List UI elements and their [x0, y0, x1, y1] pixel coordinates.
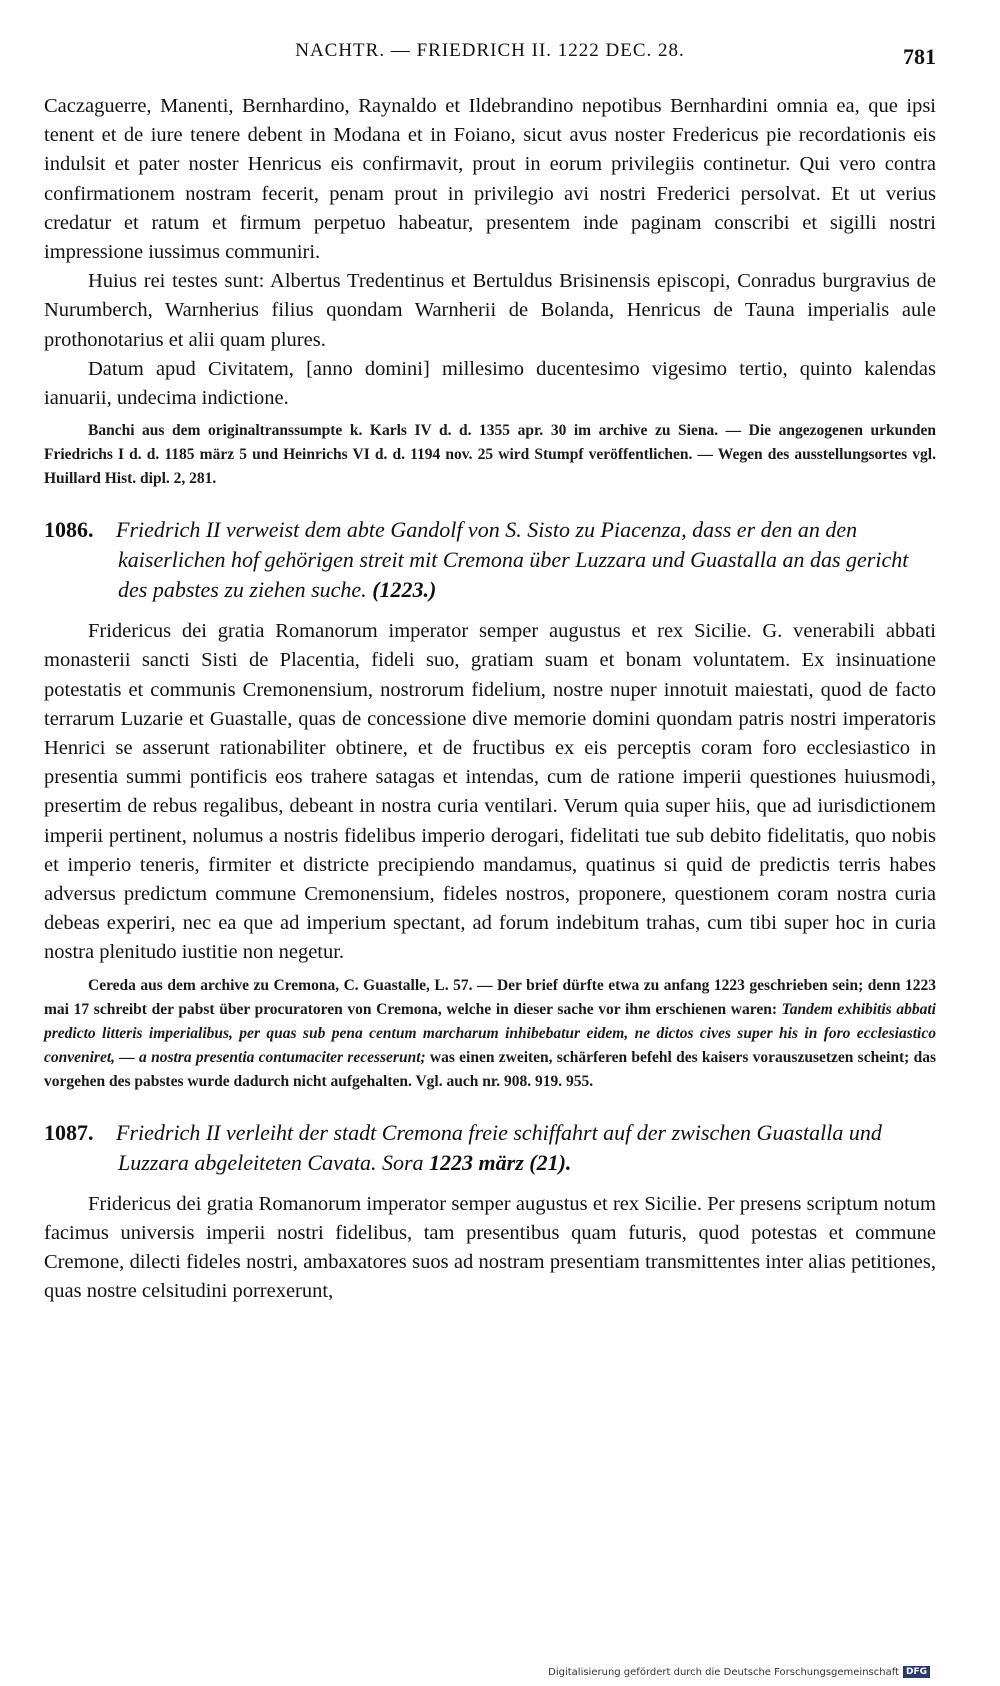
entry-1086-heading [44, 515, 936, 605]
page-header [44, 40, 936, 74]
page-content [44, 92, 936, 1306]
entry-1086-date: (1223.) [372, 577, 437, 603]
entry-1087-text: Fridericus dei gratia Romanorum imperator semper augustus et rex Sicilie. Per presens scriptum notum facimus universis imperii nostri fidelibus, tam presentibus quam futuris, quod potestas et commune Cremone, dilecti fideles nostri, ambaxatores suos ad nostram presentiam transmittentes inter alias petitiones, quas nostre celsitudini porrexerunt, [44, 1192, 936, 1303]
entry-1086-note [44, 974, 936, 1094]
entry-1086-note-quote: Tandem exhibitis abbati predicto litteris imperialibus, per quas sub pena centum marcharum inhibebatur eidem, ne dictos cives super his in foro ecclesiastico conveniret, — a nostra presentia contumaciter recesserunt; [44, 1000, 936, 1066]
continued-paragraph-dating: Datum apud Civitatem, [anno domini] millesimo ducentesimo vigesimo tertio, quinto kalendas ianuarii, undecima indictione. [44, 357, 936, 410]
footer-credit: Digitalisierung gefördert durch die Deutsche Forschungsgemeinschaft [548, 1666, 899, 1678]
continued-paragraph-1: Caczaguerre, Manenti, Bernhardino, Raynaldo et Ildebrandino nepotibus Bernhardini omnia ea, que ipsi tenent et de iure tenere debent in Modana et in Foiano, sicut avus noster Fredericus pie recordationis eis indulsit et pater noster Henricus eis confirmavit, prout in eorum privilegiis continetur. Qui vero contra confirmationem nostram fecerit, penam prout in privilegio avi nostri Frederici persolvat. Et ut verius credatur et ratum et firmum perpetuo habeatur, presentem inde paginam conscribi et sigilli nostri impressione iussimus communiri. [44, 95, 936, 264]
continued-paragraph-witnesses: Huius rei testes sunt: Albertus Tredentinus et Bertuldus Brisinensis episcopi, Conradus burgravius de Nurumberch, Warnherius filius quondam Warnherii de Bolanda, Henricus de Tauna imperialis aule prothonotarius et alii quam plures. [44, 270, 936, 351]
running-head: NACHTR. — FRIEDRICH II. 1222 DEC. 28. [295, 40, 685, 61]
continued-note: Banchi aus dem originaltranssumpte k. Karls IV d. d. 1355 apr. 30 im archive zu Siena. — Die angezogenen urkunden Friedrichs I d. d. 1185 märz 5 und Heinrichs VI d. d. 1194 nov. 25 wird Stumpf veröffentlichen. — Wegen des ausstellungsortes vgl. Huillard Hist. dipl. 2, 281. [44, 422, 936, 488]
entry-1086-title: Friedrich II verweist dem abte Gandolf von S. Sisto zu Piacenza, dass er den an den kaiserlichen hof gehörigen streit mit Cremona über Luzzara und Guastalla an das gericht des pabstes zu ziehen suche. [116, 517, 909, 603]
entry-1087-date: 1223 märz (21). [429, 1149, 572, 1175]
entry-1086-text: Fridericus dei gratia Romanorum imperator semper augustus et rex Sicilie. G. venerabili abbati monasterii sancti Sisti de Placentia, fideli suo, gratiam suam et bonam voluntatem. Ex insinuatione potestatis et communis Cremonensium, nostrorum fidelium, nostre nuper innotuit maiestati, quod de facto terrarum Luzarie et Guastalle, quas de concessione dive memorie domini quondam patris nostri imperatoris Henrici se asserunt rationabiliter obtinere, et de fructibus ex eis perceptis coram foro ecclesiastico in presentia summi pontificis eos trahere satagas et intendas, cum de ratione imperii questiones huiusmodi, presertim de rebus regalibus, debeant in nostra curia ventilari. Verum quia super hiis, que ad iurisdictionem imperii pertinent, nolumus a nostris fidelibus imperio derogari, fidelitati tue sub debito fidelitatis, quo nobis et imperio teneris, firmiter et districte precipiendo mandamus, quatinus si quid de predictis terris habes adversus predictum commune Cremonensium, fideles nostros, proponere, questionem coram nostra curia debeas experiri, nec ea que ad imperium spectant, ad forum indebitum trahas, cum tibi super hoc in curia nostra plenitudo iustitie non negetur. [44, 620, 936, 964]
entry-1086-note-after: was einen zweiten, schärferen befehl des kaisers vorauszusetzen scheint; das vorgehen des pabstes wurde dadurch nicht aufgehalten. Vgl. auch nr. 908. 919. 955. [44, 1048, 936, 1090]
entry-1087-title: Friedrich II verleiht der stadt Cremona freie schiffahrt auf der zwischen Guastalla und Luzzara abgeleiteten Cavata. Sora [116, 1119, 882, 1175]
entry-1086-number: 1086. [44, 517, 94, 543]
entry-1087-heading [44, 1118, 936, 1178]
digitization-footer [548, 1666, 930, 1678]
page-number: 781 [903, 44, 936, 69]
entry-1086-note-before: Cereda aus dem archive zu Cremona, C. Guastalle, L. 57. — Der brief dürfte etwa zu anfang 1223 geschrieben sein; denn 1223 mai 17 schreibt der pabst über procuratoren von Cremona, welche in dieser sache vor ihm erschienen waren: [44, 976, 936, 1018]
entry-1087-number: 1087. [44, 1119, 94, 1145]
dfg-logo: DFG [903, 1666, 930, 1678]
